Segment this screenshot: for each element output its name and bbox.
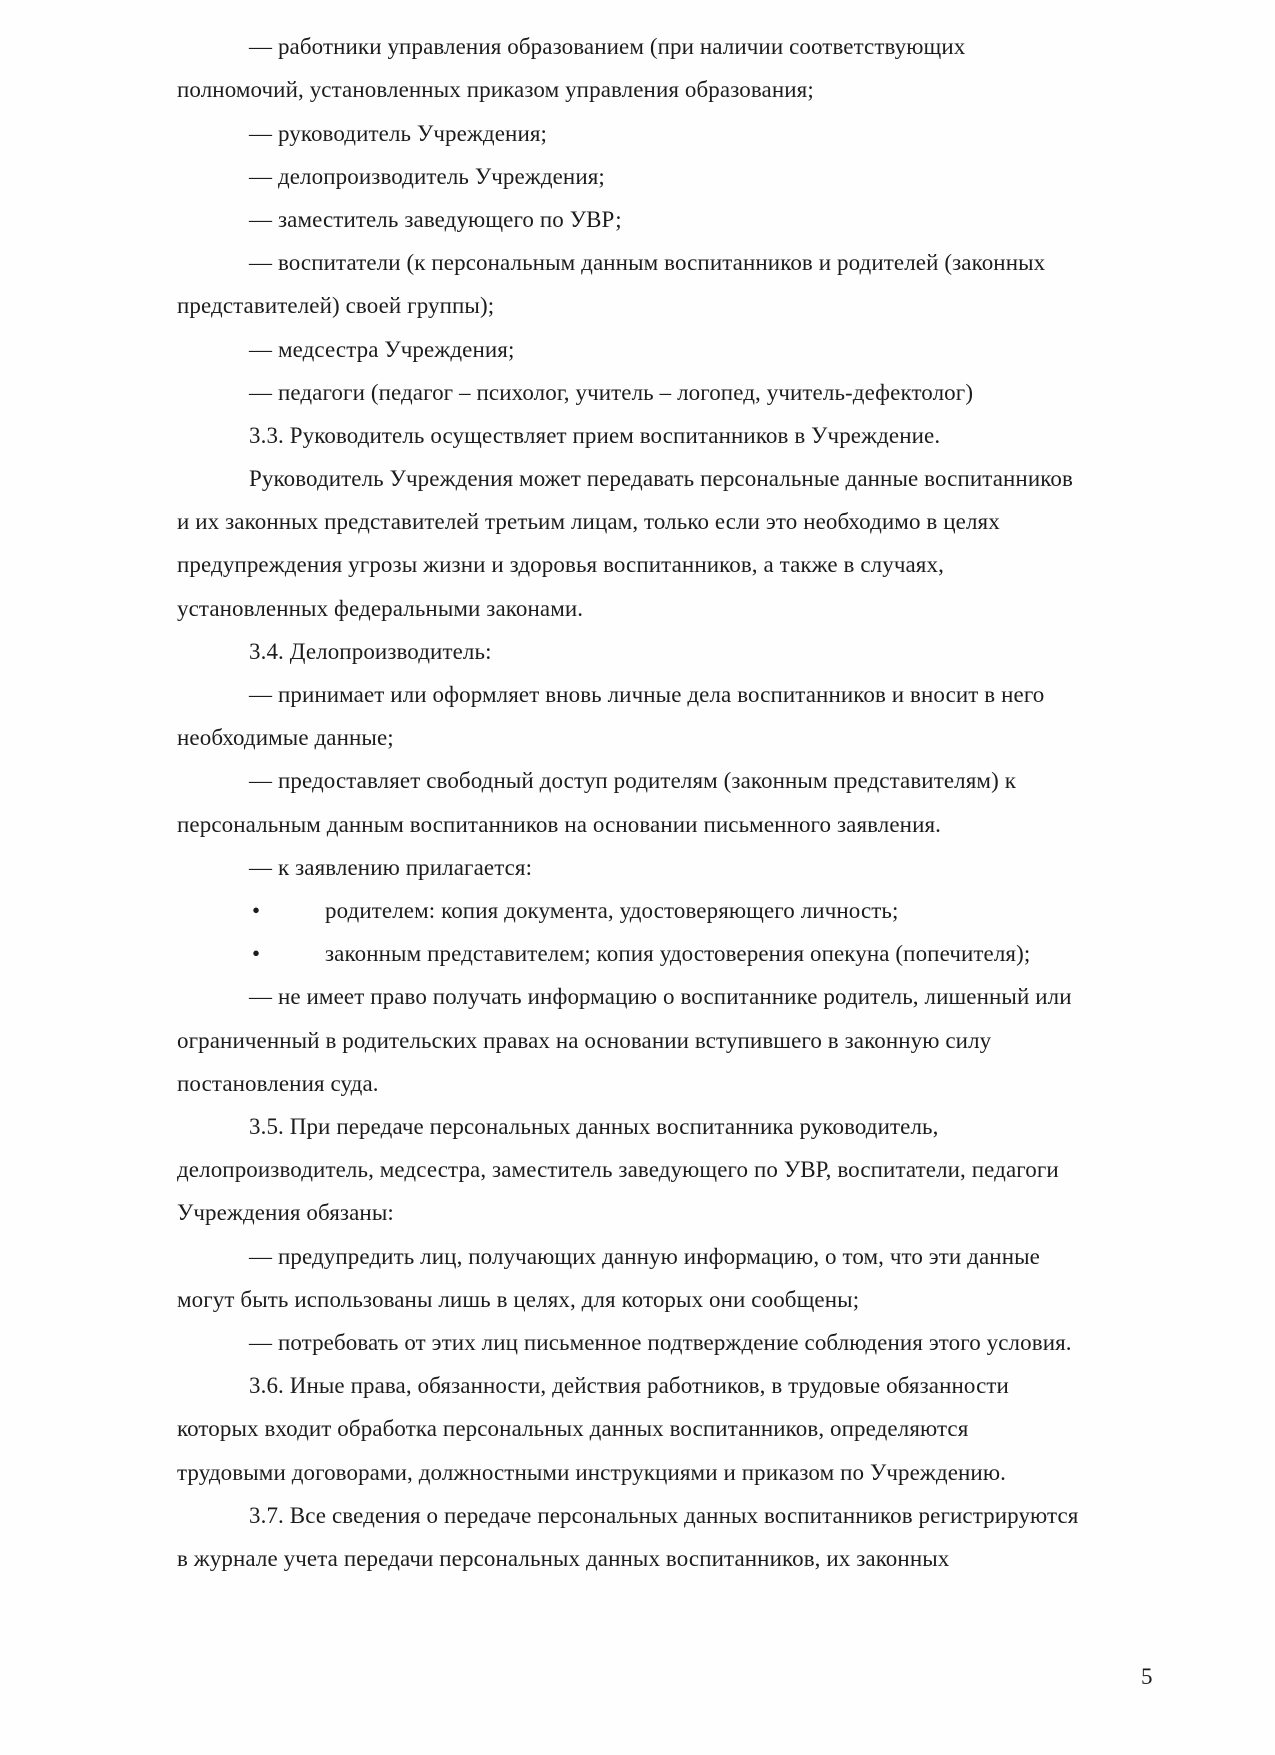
section-heading-3-6: 3.6. Иные права, обязанности, действия работников, в трудовые обязанности — [249, 1373, 1009, 1398]
text-line: — медсестра Учреждения; — [249, 337, 515, 362]
section-heading-3-5: 3.5. При передаче персональных данных воспитанника руководитель, — [249, 1114, 939, 1139]
text-line: установленных федеральными законами. — [177, 596, 584, 621]
text-line: в журнале учета передачи персональных данных воспитанников, их законных — [177, 1546, 950, 1571]
text-line: постановления суда. — [177, 1071, 379, 1096]
text-line: трудовыми договорами, должностными инструкциями и приказом по Учреждению. — [177, 1460, 1006, 1485]
page-number: 5 — [1141, 1664, 1153, 1689]
text-line: — принимает или оформляет вновь личные дела воспитанников и вносит в него — [249, 682, 1045, 707]
text-line: — воспитатели (к персональным данным воспитанников и родителей (законных — [249, 250, 1046, 275]
section-heading-3-3: 3.3. Руководитель осуществляет прием воспитанников в Учреждение. — [249, 423, 941, 448]
text-line: персональным данным воспитанников на основании письменного заявления. — [177, 812, 942, 837]
text-line: Руководитель Учреждения может передавать персональные данные воспитанников — [249, 466, 1073, 491]
section-heading-3-4: 3.4. Делопроизводитель: — [249, 639, 492, 664]
text-line: — не имеет право получать информацию о воспитаннике родитель, лишенный или — [249, 984, 1072, 1009]
text-line: могут быть использованы лишь в целях, для которых они сообщены; — [177, 1287, 860, 1312]
text-line: необходимые данные; — [177, 725, 394, 750]
text-line: — педагоги (педагог – психолог, учитель – логопед, учитель-дефектолог) — [249, 380, 974, 405]
bullet-icon: • — [252, 898, 261, 923]
text-line: представителей) своей группы); — [177, 293, 495, 318]
text-line: — к заявлению прилагается: — [249, 855, 533, 880]
text-line: — работники управления образованием (при наличии соответствующих — [249, 34, 966, 59]
bullet-item: родителем: копия документа, удостоверяющего личность; — [325, 898, 899, 923]
text-line: которых входит обработка персональных данных воспитанников, определяются — [177, 1416, 969, 1441]
text-line: ограниченный в родительских правах на основании вступившего в законную силу — [177, 1028, 992, 1053]
text-line: — потребовать от этих лиц письменное подтверждение соблюдения этого условия. — [249, 1330, 1072, 1355]
text-line: делопроизводитель, медсестра, заместитель заведующего по УВР, воспитатели, педагоги — [177, 1157, 1059, 1182]
text-line: предупреждения угрозы жизни и здоровья воспитанников, а также в случаях, — [177, 552, 944, 577]
text-line: — руководитель Учреждения; — [249, 121, 548, 146]
section-heading-3-7: 3.7. Все сведения о передаче персональных данных воспитанников регистрируются — [249, 1503, 1079, 1528]
text-line: Учреждения обязаны: — [177, 1200, 394, 1225]
text-line: — заместитель заведующего по УВР; — [249, 207, 622, 232]
bullet-icon: • — [252, 941, 261, 966]
bullet-item: законным представителем; копия удостоверения опекуна (попечителя); — [325, 941, 1031, 966]
text-line: полномочий, установленных приказом управления образования; — [177, 77, 814, 102]
text-line: — предоставляет свободный доступ родителям (законным представителям) к — [249, 768, 1016, 793]
text-line: — делопроизводитель Учреждения; — [249, 164, 605, 189]
text-line: — предупредить лиц, получающих данную информацию, о том, что эти данные — [249, 1244, 1040, 1269]
text-line: и их законных представителей третьим лицам, только если это необходимо в целях — [177, 509, 1000, 534]
